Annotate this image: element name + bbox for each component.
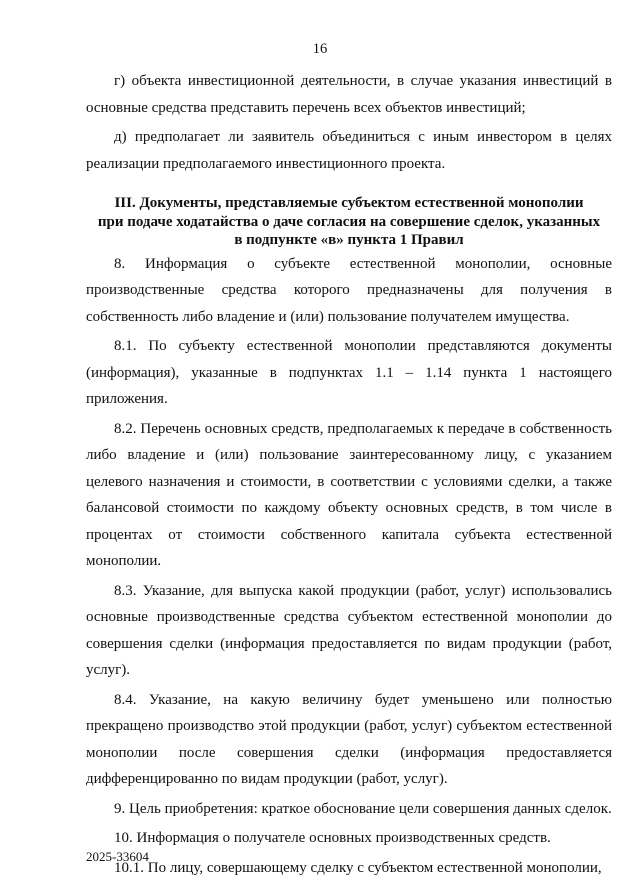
paragraph-9: 9. Цель приобретения: краткое обоснование цели совершения данных сделок. xyxy=(114,800,612,817)
paragraph-g: г) объекта инвестиционной деятельности, в случае указания инвестиций в основные средства представить перечень всех объектов инвестиций; xyxy=(86,73,612,116)
section-heading xyxy=(86,194,612,250)
document-body xyxy=(86,68,612,881)
paragraph-10: 10. Информация о получателе основных производственных средств. xyxy=(114,830,551,846)
section-heading-line: при подаче ходатайства о даче согласия на совершение сделок, указанных xyxy=(97,213,601,230)
paragraph-8-3: 8.3. Указание, для выпуска какой продукции (работ, услуг) использовались основные производственные средства субъектом естественной монополии до совершения сделки (информация предоставляется по видам продукции (работ, услуг). xyxy=(86,582,612,678)
section-heading-line: III. Документы, представляемые субъектом естественной монополии xyxy=(114,195,584,211)
paragraph-8-1: 8.1. По субъекту естественной монополии представляются документы (информация), указанные в подпунктах 1.1 – 1.14 пункта 1 настоящего приложения. xyxy=(86,338,612,407)
section-heading-line: в подпункте «в» пункта 1 Правил xyxy=(234,232,464,248)
document-code: 2025-33604 xyxy=(86,849,149,864)
paragraph-8-4: 8.4. Указание, на какую величину будет уменьшено или полностью прекращено производство этой продукции (работ, услуг) субъектом естественной монополии после совершения сделки (информация предоставляется дифференцированно по видам продукции (работ, услуг). xyxy=(86,691,612,787)
paragraph-d: д) предполагает ли заявитель объединиться с иным инвестором в целях реализации предполагаемого инвестиционного проекта. xyxy=(86,129,612,172)
paragraph-8: 8. Информация о субъекте естественной монополии, основные производственные средства которого предназначены для получения в собственность либо владение и (или) пользование получателем имущества. xyxy=(86,255,612,325)
paragraph-10-1: 10.1. По лицу, совершающему сделку с субъектом естественной монополии, xyxy=(114,859,602,876)
page-number: 16 xyxy=(312,41,328,57)
paragraph-8-2: 8.2. Перечень основных средств, предполагаемых к передаче в собственность либо владение и (или) пользование заинтересованному лицу, с указанием целевого назначения и стоимости, в соответствии с условиями сделки, а также балансовой стоимости по каждому объекту основных средств, в том числе в процентах от стоимости собственного капитала субъекта естественной монополии. xyxy=(86,420,612,569)
